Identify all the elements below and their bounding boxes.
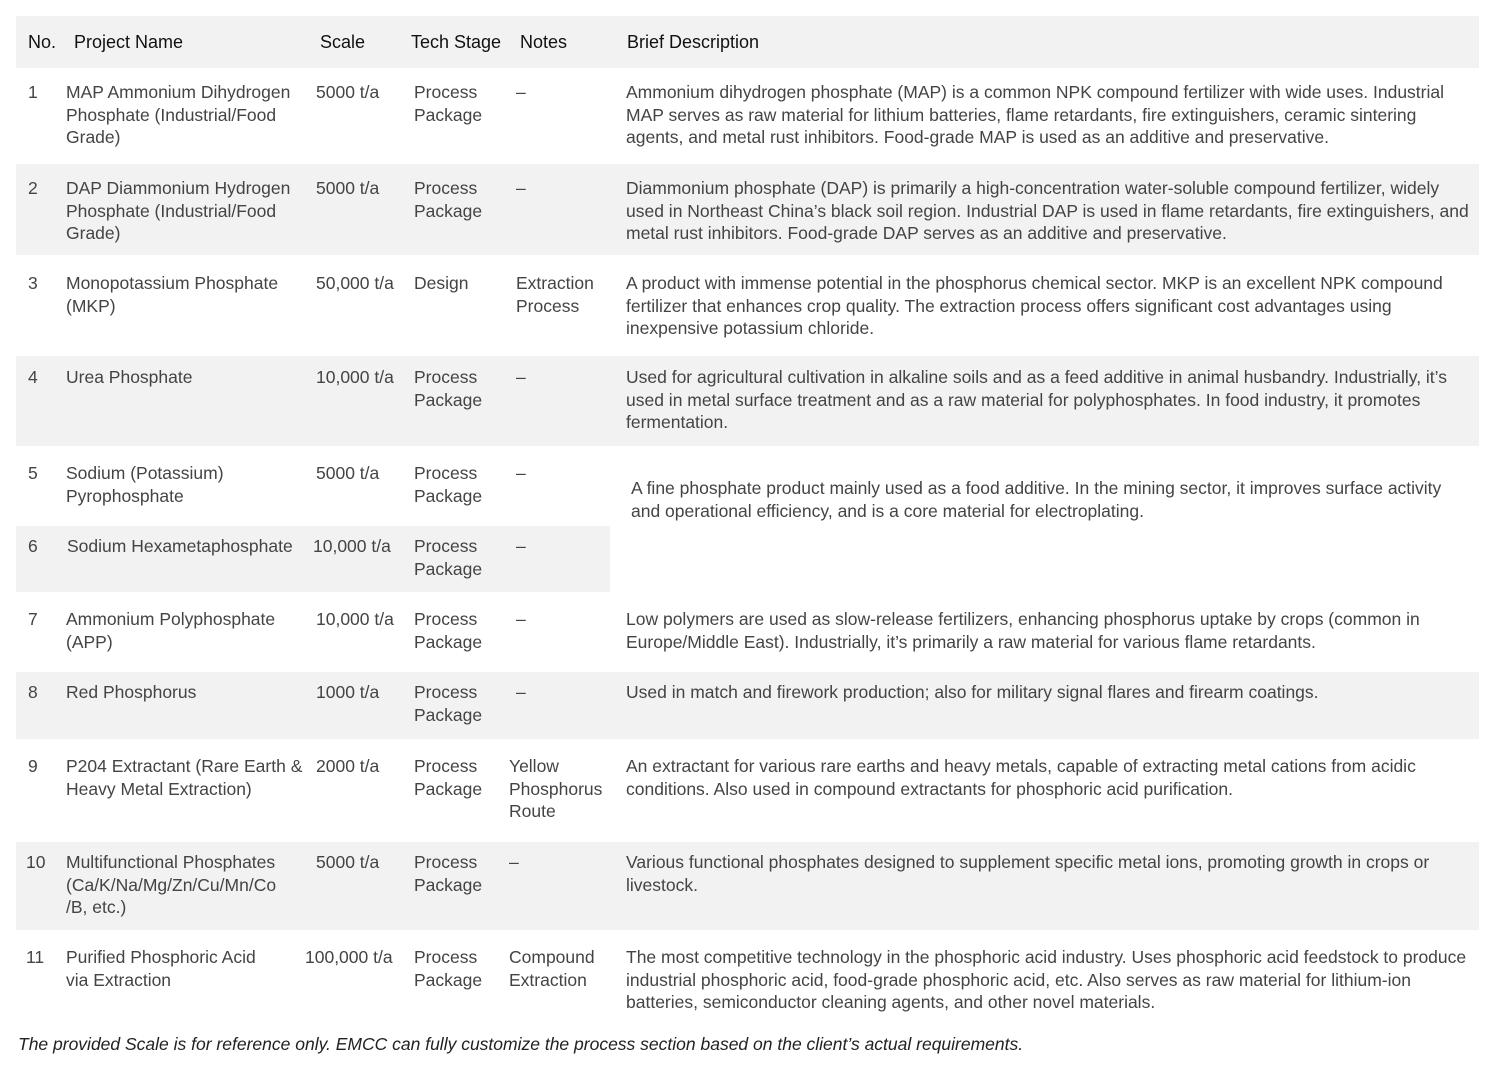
row-notes: – [516,609,526,629]
row-scale: 10,000 t/a [316,367,394,387]
row-description: Low polymers are used as slow-release fertilizers, enhancing phosphorus uptake by crops (common in Europe/Middle East). Industrially, it’s primarily a raw material for various flame retardants. [626,609,1420,652]
row-tech-stage: Process Package [414,536,483,579]
table-row [16,930,1479,1020]
row-project-name: P204 Extractant (Rare Earth & Heavy Metal Extraction) [66,756,303,799]
row-no: 8 [28,682,38,702]
table-row [16,739,1479,842]
row-tech-stage: Process Package [414,178,483,221]
row-project-name: MAP Ammonium Dihydrogen Phosphate (Industrial/Food Grade) [66,82,291,147]
row-description: Diammonium phosphate (DAP) is primarily a high-concentration water-soluble compound fertilizer, widely used in Northeast China’s black soil region. Industrial DAP is used in flame retardants, fire extinguishers, and metal rust inhibitors. Food-grade DAP serves as an additive and preservative. [626,178,1469,243]
row-project-name: Purified Phosphoric Acid via Extraction [66,947,256,990]
table-row [16,68,1479,164]
row-no: 6 [28,536,38,556]
table-row [16,842,1479,930]
row-tech-stage: Process Package [414,852,483,895]
row-notes: Yellow Phosphorus Route [509,756,603,821]
row-no: 4 [28,367,38,387]
row-no: 11 [26,947,45,967]
table-row [16,255,1479,356]
row-scale: 5000 t/a [316,852,380,872]
table-row [16,592,1479,672]
row-scale: 1000 t/a [316,682,380,702]
row-tech-stage: Process Package [414,82,483,125]
row-scale: 5000 t/a [316,178,380,198]
header-notes: Notes [520,32,568,52]
row-description: An extractant for various rare earths and heavy metals, capable of extracting metal cations from acidic conditions. Also used in compound extractants for phosphoric acid purification. [626,756,1416,799]
row-description: Various functional phosphates designed to supplement specific metal ions, promoting growth in crops or livestock. [626,852,1430,895]
row-scale: 5000 t/a [316,82,380,102]
header-brief-description: Brief Description [627,32,760,52]
row-notes: Extraction Process [516,273,594,316]
row-scale: 2000 t/a [316,756,380,776]
row-description: Ammonium dihydrogen phosphate (MAP) is a common NPK compound fertilizer with wide uses. Industrial MAP serves as raw material for lithium batteries, flame retardants, fire extinguishers, ceramic sintering agents, and metal rust inhibitors. Food-grade MAP is used as an additive and preservative. [626,82,1444,147]
table-header [16,16,1479,68]
header-scale: Scale [320,32,366,52]
row-no: 10 [26,852,46,872]
row-tech-stage: Process Package [414,947,483,990]
table-row [16,356,1479,446]
row-no: 3 [28,273,38,293]
row-tech-stage: Design [414,273,469,293]
row-tech-stage: Process Package [414,756,483,799]
row-notes: – [516,367,526,387]
footnote: The provided Scale is for reference only. EMCC can fully customize the process section based on the client’s actual requirements. [18,1034,1024,1054]
table-row-group [16,446,1479,592]
row-notes: – [516,82,526,102]
header-tech-stage: Tech Stage [411,32,502,52]
row-no: 1 [28,82,38,102]
row-scale: 50,000 t/a [316,273,394,293]
row-notes: – [516,463,526,483]
row-tech-stage: Process Package [414,463,483,506]
row-project-name: DAP Diammonium Hydrogen Phosphate (Industrial/Food Grade) [66,178,291,243]
row-tech-stage: Process Package [414,609,483,652]
row-project-name: Urea Phosphate [66,367,193,387]
row-description: Used in match and firework production; also for military signal flares and firearm coatings. [626,682,1319,702]
row-scale: 100,000 t/a [305,947,393,967]
row-notes: Compound Extraction [509,947,595,990]
row-project-name: Monopotassium Phosphate (MKP) [66,273,279,316]
row-project-name: Multifunctional Phosphates (Ca/K/Na/Mg/Zn/Cu/Mn/Co /B, etc.) [66,852,277,917]
row-no: 9 [28,756,38,776]
row-notes: – [516,682,526,702]
row-notes: – [516,178,526,198]
row-scale: 10,000 t/a [316,609,394,629]
row-project-name: Ammonium Polyphosphate (APP) [66,609,276,652]
row-project-name: Sodium (Potassium) Pyrophosphate [66,463,224,506]
row-description-merged: A fine phosphate product mainly used as a food additive. In the mining sector, it improves surface activity and operational efficiency, and is a core material for electroplating. [631,478,1442,521]
projects-table [16,16,1479,1020]
row-tech-stage: Process Package [414,367,483,410]
row-notes: – [516,536,526,556]
row-scale: 10,000 t/a [313,536,391,556]
row-no: 2 [28,178,38,198]
table-row [16,672,1479,739]
row-description: The most competitive technology in the phosphoric acid industry. Uses phosphoric acid feedstock to produce industrial phosphoric acid, food-grade phosphoric acid, etc. Also serves as raw material for lithium-ion batteries, semiconductor cleaning agents, and other novel materials. [626,947,1467,1012]
header-project-name: Project Name [74,32,184,52]
row-no: 5 [28,463,38,483]
row-notes: – [509,852,519,872]
row-description: A product with immense potential in the phosphorus chemical sector. MKP is an excellent NPK compound fertilizer that enhances crop quality. The extraction process offers significant cost advantages using inexpensive potassium chloride. [626,273,1443,338]
table-row [16,164,1479,255]
header-no: No. [28,32,57,52]
row-project-name: Red Phosphorus [66,682,197,702]
row-tech-stage: Process Package [414,682,483,725]
row-no: 7 [28,609,38,629]
row-scale: 5000 t/a [316,463,380,483]
row-project-name: Sodium Hexametaphosphate [67,536,293,556]
row-description: Used for agricultural cultivation in alkaline soils and as a feed additive in animal husbandry. Industrially, it’s used in metal surface treatment and as a raw material for polyphosphates. In food industry, it promotes fermentation. [626,367,1447,432]
